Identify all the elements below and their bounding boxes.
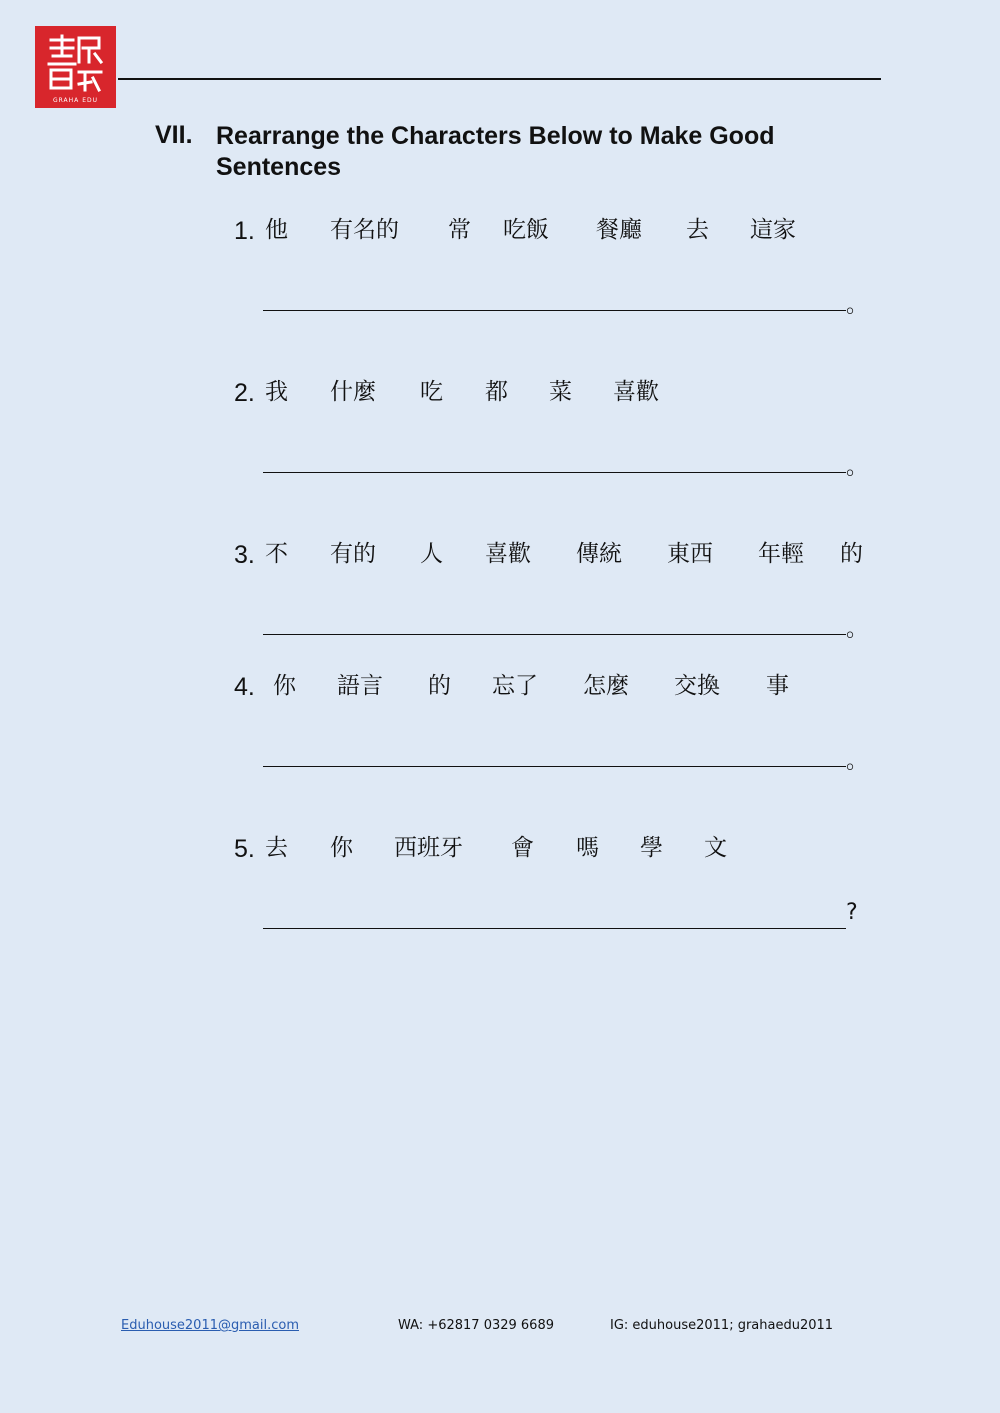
- word-tile: 會: [511, 835, 534, 861]
- footer-whatsapp: WA: +62817 0329 6689: [398, 1318, 554, 1333]
- end-punctuation: 。: [846, 455, 869, 480]
- word-tile: 人: [420, 541, 443, 567]
- answer-line[interactable]: [263, 928, 846, 929]
- word-tile: 怎麼: [583, 673, 629, 699]
- word-tile: 事: [766, 673, 789, 699]
- answer-line[interactable]: [263, 310, 846, 311]
- word-tile: 有的: [330, 541, 376, 567]
- word-tile: 東西: [667, 541, 713, 567]
- word-tile: 的: [840, 541, 863, 567]
- section-title: Rearrange the Characters Below to Make Good Sentences: [216, 122, 775, 181]
- word-tile: 不: [265, 541, 288, 567]
- end-punctuation: 。: [846, 293, 869, 318]
- word-tile: 喜歡: [613, 379, 659, 405]
- word-tile: 餐廳: [596, 217, 642, 243]
- word-tile: 嗎: [576, 835, 599, 861]
- word-tile: 去: [265, 835, 288, 861]
- footer-email-link[interactable]: Eduhouse2011@gmail.com: [121, 1318, 299, 1333]
- logo-emblem: [35, 26, 116, 108]
- word-tile: 什麼: [330, 379, 376, 405]
- word-tile: 常: [448, 217, 471, 243]
- footer-instagram: IG: eduhouse2011; grahaedu2011: [610, 1318, 834, 1333]
- answer-line[interactable]: [263, 766, 846, 767]
- word-tile: 語言: [337, 673, 383, 699]
- end-punctuation: 。: [846, 617, 869, 642]
- section-number: VII.: [155, 121, 193, 149]
- end-punctuation: 。: [846, 749, 869, 774]
- question-number: 2.: [234, 379, 255, 407]
- word-tile: 的: [428, 673, 451, 699]
- word-tile: 忘了: [492, 673, 538, 699]
- word-tile: 西班牙: [394, 835, 463, 861]
- word-tile: 你: [273, 673, 296, 699]
- word-tile: 傳統: [576, 541, 622, 567]
- answer-line[interactable]: [263, 472, 846, 473]
- logo: [35, 26, 116, 108]
- word-tile: 你: [330, 835, 353, 861]
- word-tile: 年輕: [758, 541, 804, 567]
- logo-text: GRAHA EDU: [52, 97, 99, 104]
- word-tile: 交換: [674, 673, 720, 699]
- header-rule: [118, 78, 881, 80]
- question-number: 3.: [234, 541, 255, 569]
- word-tile: 他: [265, 217, 288, 243]
- answer-line[interactable]: [263, 634, 846, 635]
- word-tile: 這家: [750, 217, 796, 243]
- word-tile: 吃飯: [503, 217, 549, 243]
- word-tile: 學: [640, 835, 663, 861]
- question-number: 4.: [234, 673, 255, 701]
- question-number: 5.: [234, 835, 255, 863]
- word-tile: 都: [485, 379, 508, 405]
- word-tile: 去: [686, 217, 709, 243]
- word-tile: 菜: [549, 379, 572, 405]
- word-tile: 吃: [420, 379, 443, 405]
- word-tile: 喜歡: [485, 541, 531, 567]
- word-tile: 我: [265, 379, 288, 405]
- word-tile: 有名的: [330, 217, 399, 243]
- question-number: 1.: [234, 217, 255, 245]
- end-punctuation: ?: [846, 900, 858, 925]
- word-tile: 文: [704, 835, 727, 861]
